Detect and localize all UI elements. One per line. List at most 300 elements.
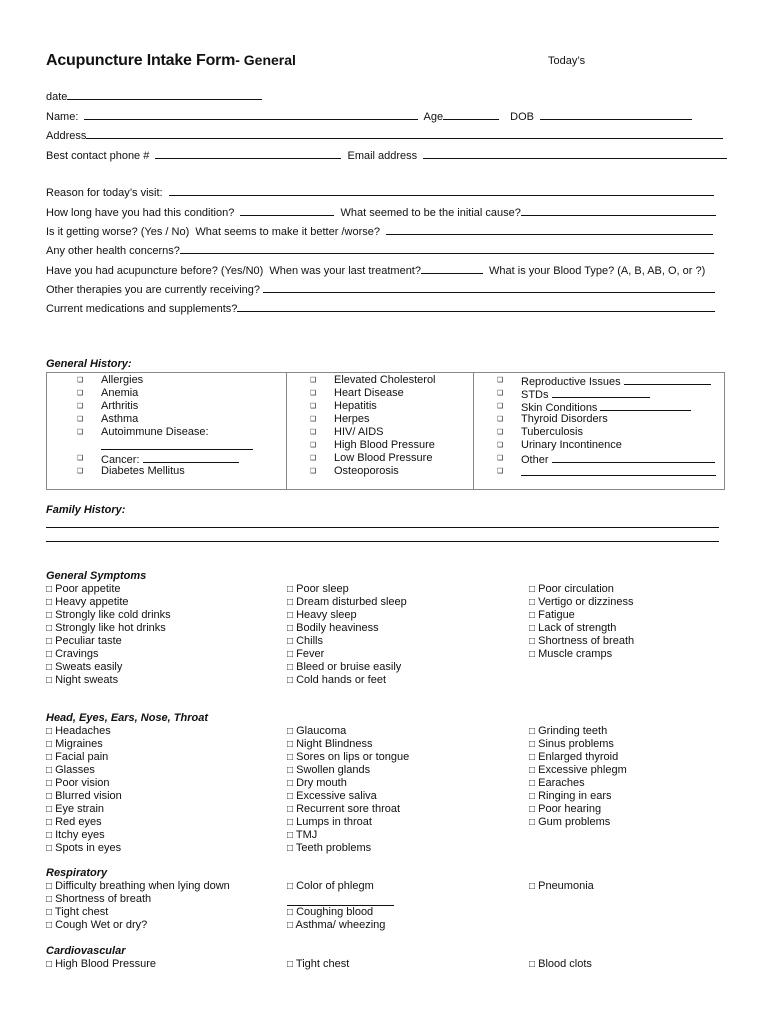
checkbox[interactable]: □ xyxy=(46,739,53,750)
symptom-label: Cold hands or feet xyxy=(296,674,386,686)
symptom-label: Gum problems xyxy=(538,816,611,828)
symptom-item[interactable] xyxy=(287,842,371,855)
initial-cause-input[interactable] xyxy=(521,205,716,216)
history-item xyxy=(521,426,583,439)
checkbox[interactable]: □ xyxy=(46,584,53,595)
symptom-label: Sweats easily xyxy=(55,661,123,673)
symptom-label: Poor vision xyxy=(55,777,110,789)
symptom-item[interactable] xyxy=(529,751,618,764)
symptom-label: Bodily heaviness xyxy=(296,622,379,634)
symptom-label: Fatigue xyxy=(538,609,575,621)
checkbox[interactable]: □ xyxy=(46,843,53,854)
checkbox[interactable]: □ xyxy=(529,597,536,608)
how-long-input[interactable] xyxy=(240,205,334,216)
history-item xyxy=(521,439,622,452)
initial-cause-label: What seemed to be the initial cause? xyxy=(340,207,521,219)
family-history-heading: Family History: xyxy=(46,504,126,516)
checkbox[interactable]: ❑ xyxy=(310,390,317,397)
symptom-item[interactable] xyxy=(46,635,122,648)
symptom-item[interactable] xyxy=(287,829,317,842)
checkbox[interactable]: □ xyxy=(46,675,53,686)
symptom-label: Poor hearing xyxy=(538,803,602,815)
checkbox[interactable]: □ xyxy=(287,843,294,854)
symptom-label: Dry mouth xyxy=(296,777,347,789)
symptom-label: Lumps in throat xyxy=(296,816,372,828)
checkbox[interactable]: □ xyxy=(287,675,294,686)
checkbox[interactable]: ❑ xyxy=(497,377,504,384)
worse-label: Is it getting worse? (Yes / No) xyxy=(46,226,190,238)
symptom-item[interactable] xyxy=(529,596,634,609)
symptom-label: Peculiar taste xyxy=(55,635,122,647)
symptom-label: Heavy sleep xyxy=(296,609,357,621)
checkbox[interactable]: □ xyxy=(529,584,536,595)
acupuncture-row xyxy=(46,263,705,278)
checkbox[interactable]: □ xyxy=(287,804,294,815)
address-label: Address xyxy=(46,130,87,142)
checkbox[interactable]: □ xyxy=(529,739,536,750)
reason-row xyxy=(46,185,714,200)
history-item-label: Tuberculosis xyxy=(521,426,583,438)
symptom-label: Swollen glands xyxy=(296,764,371,776)
symptom-label: Shortness of breath xyxy=(55,893,152,905)
form-subtitle: - General xyxy=(235,52,296,68)
email-label: Email address xyxy=(347,150,418,162)
checkbox[interactable]: ❑ xyxy=(77,403,84,410)
checkbox[interactable]: ❑ xyxy=(77,416,84,423)
symptom-item[interactable] xyxy=(529,738,614,751)
checkbox[interactable]: ❑ xyxy=(497,429,504,436)
checkbox[interactable]: □ xyxy=(46,920,53,931)
family-history-line-1[interactable] xyxy=(46,527,719,528)
medications-input[interactable] xyxy=(237,301,715,312)
symptom-label: Fever xyxy=(296,648,325,660)
checkbox[interactable]: □ xyxy=(46,636,53,647)
symptom-label: Migraines xyxy=(55,738,103,750)
general-symptoms-heading: General Symptoms xyxy=(46,570,147,582)
checkbox[interactable]: ❑ xyxy=(310,377,317,384)
medications-label: Current medications and supplements? xyxy=(46,303,238,315)
history-item-input[interactable] xyxy=(552,387,650,398)
history-item xyxy=(334,426,384,439)
symptom-item[interactable] xyxy=(529,609,575,622)
symptom-label: Bleed or bruise easily xyxy=(296,661,402,673)
checkbox[interactable]: ❑ xyxy=(497,403,504,410)
history-item-label: STDs xyxy=(521,389,549,401)
checkbox[interactable]: □ xyxy=(529,726,536,737)
symptom-item[interactable] xyxy=(46,648,99,661)
symptom-item[interactable] xyxy=(287,596,407,609)
date-input[interactable] xyxy=(67,89,262,100)
history-item xyxy=(101,465,185,478)
history-item xyxy=(334,387,404,400)
checkbox[interactable]: ❑ xyxy=(310,403,317,410)
address-row xyxy=(46,128,723,143)
checkbox[interactable]: □ xyxy=(46,830,53,841)
symptom-label: Itchy eyes xyxy=(55,829,105,841)
symptom-item[interactable] xyxy=(46,738,103,751)
checkbox[interactable]: ❑ xyxy=(77,377,84,384)
symptom-item[interactable] xyxy=(46,764,95,777)
checkbox[interactable]: □ xyxy=(287,752,294,763)
symptom-item[interactable] xyxy=(287,880,374,893)
symptom-label: Lack of strength xyxy=(538,622,617,634)
symptom-item[interactable] xyxy=(287,661,401,674)
dob-label: DOB xyxy=(510,111,535,123)
history-item-label: Other xyxy=(521,454,549,466)
checkbox[interactable]: □ xyxy=(46,662,53,673)
history-item-label: Elevated Cholesterol xyxy=(334,374,436,386)
checkbox[interactable]: □ xyxy=(529,649,536,660)
symptom-label: Coughing blood xyxy=(296,906,374,918)
symptom-item[interactable] xyxy=(287,635,323,648)
symptom-item[interactable] xyxy=(46,803,104,816)
symptom-label: Chills xyxy=(296,635,324,647)
history-item xyxy=(521,413,608,426)
symptom-label: Grinding teeth xyxy=(538,725,608,737)
checkbox[interactable]: ❑ xyxy=(77,429,84,436)
heent-heading: Head, Eyes, Ears, Nose, Throat xyxy=(46,712,209,724)
history-item-label: Anemia xyxy=(101,387,139,399)
checkbox[interactable]: □ xyxy=(287,662,294,673)
symptom-item[interactable] xyxy=(529,583,614,596)
checkbox[interactable]: □ xyxy=(287,726,294,737)
checkbox[interactable]: □ xyxy=(287,623,294,634)
better-input[interactable] xyxy=(386,224,713,235)
checkbox[interactable]: □ xyxy=(46,597,53,608)
worse-row xyxy=(46,224,713,239)
checkbox[interactable]: □ xyxy=(287,791,294,802)
checkbox[interactable]: □ xyxy=(529,636,536,647)
symptom-label: Teeth problems xyxy=(295,842,372,854)
contact-row xyxy=(46,148,727,163)
symptom-label: Strongly like hot drinks xyxy=(55,622,166,634)
checkbox[interactable]: □ xyxy=(46,726,53,737)
last-treatment-label: When was your last treatment? xyxy=(269,265,421,277)
symptom-item[interactable] xyxy=(46,777,110,790)
history-item xyxy=(521,465,716,480)
checkbox[interactable]: □ xyxy=(46,752,53,763)
symptom-label: Night sweats xyxy=(55,674,119,686)
symptom-label: Earaches xyxy=(538,777,585,789)
symptom-item[interactable] xyxy=(46,842,121,855)
symptom-label: Glasses xyxy=(55,764,95,776)
symptom-label: Dream disturbed sleep xyxy=(296,596,407,608)
medications-row xyxy=(46,301,715,316)
symptom-label: Glaucoma xyxy=(296,725,347,737)
checkbox[interactable]: ❑ xyxy=(310,416,317,423)
symptom-item[interactable] xyxy=(46,958,156,971)
general-history-heading: General History: xyxy=(46,358,132,370)
dob-input[interactable] xyxy=(540,109,692,120)
history-item-label: Arthritis xyxy=(101,400,139,412)
symptom-item[interactable] xyxy=(46,622,166,635)
symptom-item[interactable] xyxy=(287,725,346,738)
blood-type-label: What is your Blood Type? (A, B, AB, O, or ?) xyxy=(489,265,706,277)
symptom-item[interactable] xyxy=(287,816,372,829)
history-item-label: Diabetes Mellitus xyxy=(101,465,185,477)
checkbox[interactable]: □ xyxy=(287,881,294,892)
history-item-label: Hepatitis xyxy=(334,400,377,412)
checkbox[interactable]: □ xyxy=(529,959,536,970)
checkbox[interactable]: □ xyxy=(529,817,536,828)
family-history-line-2[interactable] xyxy=(46,541,719,542)
phone-label: Best contact phone # xyxy=(46,150,150,162)
symptom-item[interactable] xyxy=(529,648,612,661)
symptom-label: Blood clots xyxy=(538,958,592,970)
symptom-item[interactable] xyxy=(46,609,171,622)
symptom-item[interactable] xyxy=(287,919,385,932)
symptom-label: Cravings xyxy=(55,648,99,660)
checkbox[interactable]: □ xyxy=(529,791,536,802)
history-item-label: Cancer: xyxy=(101,454,140,466)
checkbox[interactable]: □ xyxy=(46,894,53,905)
checkbox[interactable]: ❑ xyxy=(497,442,504,449)
history-item xyxy=(101,400,138,413)
other-therapies-row xyxy=(46,282,715,297)
symptom-label: Facial pain xyxy=(55,751,109,763)
symptom-label: Pneumonia xyxy=(538,880,594,892)
checkbox[interactable]: □ xyxy=(287,830,294,841)
history-item-label: Allergies xyxy=(101,374,144,386)
acupuncture-before-label: Have you had acupuncture before? (Yes/N0) xyxy=(46,265,264,277)
age-input[interactable] xyxy=(443,109,499,120)
checkbox[interactable]: ❑ xyxy=(310,442,317,449)
checkbox[interactable]: ❑ xyxy=(310,455,317,462)
symptom-item[interactable] xyxy=(287,609,357,622)
checkbox[interactable]: □ xyxy=(46,791,53,802)
respiratory-heading: Respiratory xyxy=(46,867,108,879)
symptom-label: Color of phlegm xyxy=(296,880,374,892)
checkbox[interactable]: □ xyxy=(529,778,536,789)
history-item xyxy=(101,387,138,400)
other-concerns-input[interactable] xyxy=(180,243,714,254)
checkbox[interactable]: □ xyxy=(46,649,53,660)
symptom-item[interactable] xyxy=(46,661,122,674)
email-input[interactable] xyxy=(423,148,727,159)
symptom-label: Shortness of breath xyxy=(538,635,635,647)
symptom-label: Excessive saliva xyxy=(296,790,377,802)
checkbox[interactable]: □ xyxy=(529,623,536,634)
symptom-label: Spots in eyes xyxy=(55,842,122,854)
symptom-label: Sores on lips or tongue xyxy=(296,751,410,763)
checkbox[interactable]: □ xyxy=(287,959,294,970)
symptom-label: TMJ xyxy=(295,829,318,841)
symptom-label: Enlarged thyroid xyxy=(538,751,619,763)
checkbox[interactable]: □ xyxy=(529,765,536,776)
history-item-label: Autoimmune Disease: xyxy=(101,426,209,438)
symptom-label: Muscle cramps xyxy=(538,648,613,660)
form-title: Acupuncture Intake Form xyxy=(46,52,236,69)
symptom-label: Red eyes xyxy=(55,816,102,828)
name-label: Name: xyxy=(46,111,79,123)
checkbox[interactable]: □ xyxy=(46,907,53,918)
symptom-item[interactable] xyxy=(46,880,230,893)
page-title xyxy=(46,50,296,72)
history-item-label: Osteoporosis xyxy=(334,465,399,477)
name-row xyxy=(46,109,692,124)
symptom-item[interactable] xyxy=(529,622,616,635)
checkbox[interactable]: □ xyxy=(287,739,294,750)
history-item xyxy=(334,413,369,426)
checkbox[interactable]: □ xyxy=(287,778,294,789)
checkbox[interactable]: ❑ xyxy=(77,455,84,462)
symptom-label: Recurrent sore throat xyxy=(296,803,401,815)
symptom-item[interactable] xyxy=(46,751,108,764)
history-item-label: Asthma xyxy=(101,413,139,425)
checkbox[interactable]: □ xyxy=(46,817,53,828)
history-item-input[interactable] xyxy=(143,452,239,463)
symptom-item[interactable] xyxy=(529,725,607,738)
symptom-label: Night Blindness xyxy=(296,738,373,750)
last-treatment-input[interactable] xyxy=(421,263,483,274)
symptom-label: Tight chest xyxy=(295,958,350,970)
checkbox[interactable]: □ xyxy=(529,610,536,621)
checkbox[interactable]: ❑ xyxy=(310,429,317,436)
other-therapies-input[interactable] xyxy=(263,282,715,293)
history-item-label: Reproductive Issues xyxy=(521,376,621,388)
symptom-label: Eye strain xyxy=(55,803,105,815)
symptom-label: Heavy appetite xyxy=(55,596,129,608)
symptom-item[interactable] xyxy=(46,816,102,829)
checkbox[interactable]: □ xyxy=(287,920,294,931)
symptom-item[interactable] xyxy=(529,803,601,816)
symptom-item[interactable] xyxy=(529,880,594,893)
symptom-label: Strongly like cold drinks xyxy=(55,609,171,621)
checkbox[interactable]: ❑ xyxy=(77,468,84,475)
symptom-label: Tight chest xyxy=(54,906,109,918)
symptom-label: Headaches xyxy=(55,725,111,737)
symptom-item[interactable] xyxy=(46,919,147,932)
address-input[interactable] xyxy=(86,128,723,139)
history-item-input[interactable] xyxy=(101,439,253,450)
checkbox[interactable]: □ xyxy=(46,610,53,621)
history-item xyxy=(101,413,138,426)
cardiovascular-heading: Cardiovascular xyxy=(46,945,126,957)
symptom-item[interactable] xyxy=(287,674,386,687)
age-label: Age xyxy=(423,111,444,123)
symptom-label: Poor sleep xyxy=(296,583,349,595)
checkbox[interactable]: ❑ xyxy=(310,468,317,475)
symptom-label: Poor circulation xyxy=(538,583,614,595)
symptom-item[interactable] xyxy=(46,583,121,596)
history-item xyxy=(334,400,377,413)
symptom-label: Sinus problems xyxy=(538,738,614,750)
symptom-item[interactable] xyxy=(287,803,400,816)
history-item-label: Thyroid Disorders xyxy=(521,413,608,425)
date-label: date xyxy=(46,91,68,103)
checkbox[interactable]: □ xyxy=(46,959,53,970)
checkbox[interactable]: □ xyxy=(287,610,294,621)
condition-row xyxy=(46,205,716,220)
symptom-item[interactable] xyxy=(287,738,373,751)
symptom-label: Cough Wet or dry? xyxy=(55,919,148,931)
symptom-label: Asthma/ wheezing xyxy=(295,919,386,931)
history-item xyxy=(334,465,399,478)
checkbox[interactable]: □ xyxy=(46,623,53,634)
date-row xyxy=(46,89,262,104)
symptom-item[interactable] xyxy=(529,635,634,648)
checkbox[interactable]: ❑ xyxy=(497,468,504,475)
checkbox[interactable]: □ xyxy=(287,907,294,918)
symptom-item[interactable] xyxy=(46,790,122,803)
symptom-item[interactable] xyxy=(287,906,373,919)
history-item xyxy=(101,426,209,439)
symptom-item[interactable] xyxy=(287,648,324,661)
checkbox[interactable]: □ xyxy=(46,778,53,789)
symptom-label: Excessive phlegm xyxy=(538,764,627,776)
history-item-label: Low Blood Pressure xyxy=(334,452,433,464)
symptom-item[interactable] xyxy=(529,790,611,803)
symptom-label: Blurred vision xyxy=(55,790,122,802)
reason-input[interactable] xyxy=(169,185,714,196)
symptom-item[interactable] xyxy=(287,790,377,803)
checkbox[interactable]: □ xyxy=(529,804,536,815)
history-item-input[interactable] xyxy=(521,465,716,476)
checkbox[interactable]: □ xyxy=(287,597,294,608)
symptom-item[interactable] xyxy=(287,764,370,777)
history-item xyxy=(334,439,435,452)
symptom-item[interactable] xyxy=(46,596,129,609)
checkbox[interactable]: ❑ xyxy=(77,390,84,397)
checkbox[interactable]: □ xyxy=(287,636,294,647)
symptom-label: Ringing in ears xyxy=(538,790,612,802)
symptom-item[interactable] xyxy=(287,777,347,790)
symptom-item[interactable] xyxy=(287,622,379,635)
history-item-input[interactable] xyxy=(552,452,715,463)
other-concerns-label: Any other health concerns? xyxy=(46,245,180,257)
history-item xyxy=(334,374,436,387)
symptom-item[interactable] xyxy=(46,674,118,687)
symptom-item[interactable] xyxy=(287,583,349,596)
checkbox[interactable]: □ xyxy=(46,881,53,892)
other-therapies-label: Other therapies you are currently receiving? xyxy=(46,284,260,296)
checkbox[interactable]: ❑ xyxy=(497,416,504,423)
how-long-label: How long have you had this condition? xyxy=(46,207,235,219)
symptom-label: Poor appetite xyxy=(55,583,121,595)
history-item-input[interactable] xyxy=(600,400,691,411)
checkbox[interactable]: ❑ xyxy=(497,390,504,397)
checkbox[interactable]: □ xyxy=(287,649,294,660)
symptom-item[interactable] xyxy=(529,764,627,777)
history-item xyxy=(101,374,143,387)
checkbox[interactable]: □ xyxy=(287,817,294,828)
symptom-item[interactable] xyxy=(46,906,108,919)
phone-input[interactable] xyxy=(155,148,341,159)
symptom-item[interactable] xyxy=(46,725,111,738)
checkbox[interactable]: ❑ xyxy=(497,455,504,462)
history-item-label: HIV/ AIDS xyxy=(334,426,384,438)
name-input[interactable] xyxy=(84,109,418,120)
reason-label: Reason for today’s visit: xyxy=(46,187,163,199)
history-item xyxy=(334,452,432,465)
symptom-label: Vertigo or dizziness xyxy=(538,596,634,608)
symptom-item[interactable] xyxy=(46,893,151,906)
symptom-item[interactable] xyxy=(46,829,105,842)
history-item-label: Skin Conditions xyxy=(521,402,598,414)
symptom-item[interactable] xyxy=(529,958,592,971)
checkbox[interactable]: □ xyxy=(287,584,294,595)
checkbox[interactable]: □ xyxy=(529,881,536,892)
history-item-input[interactable] xyxy=(624,374,711,385)
checkbox[interactable]: □ xyxy=(46,804,53,815)
symptom-item[interactable] xyxy=(529,777,585,790)
checkbox[interactable]: □ xyxy=(46,765,53,776)
checkbox[interactable]: □ xyxy=(529,752,536,763)
symptom-item[interactable] xyxy=(287,958,349,971)
symptom-item[interactable] xyxy=(287,751,409,764)
checkbox[interactable]: □ xyxy=(287,765,294,776)
symptom-item[interactable] xyxy=(529,816,610,829)
